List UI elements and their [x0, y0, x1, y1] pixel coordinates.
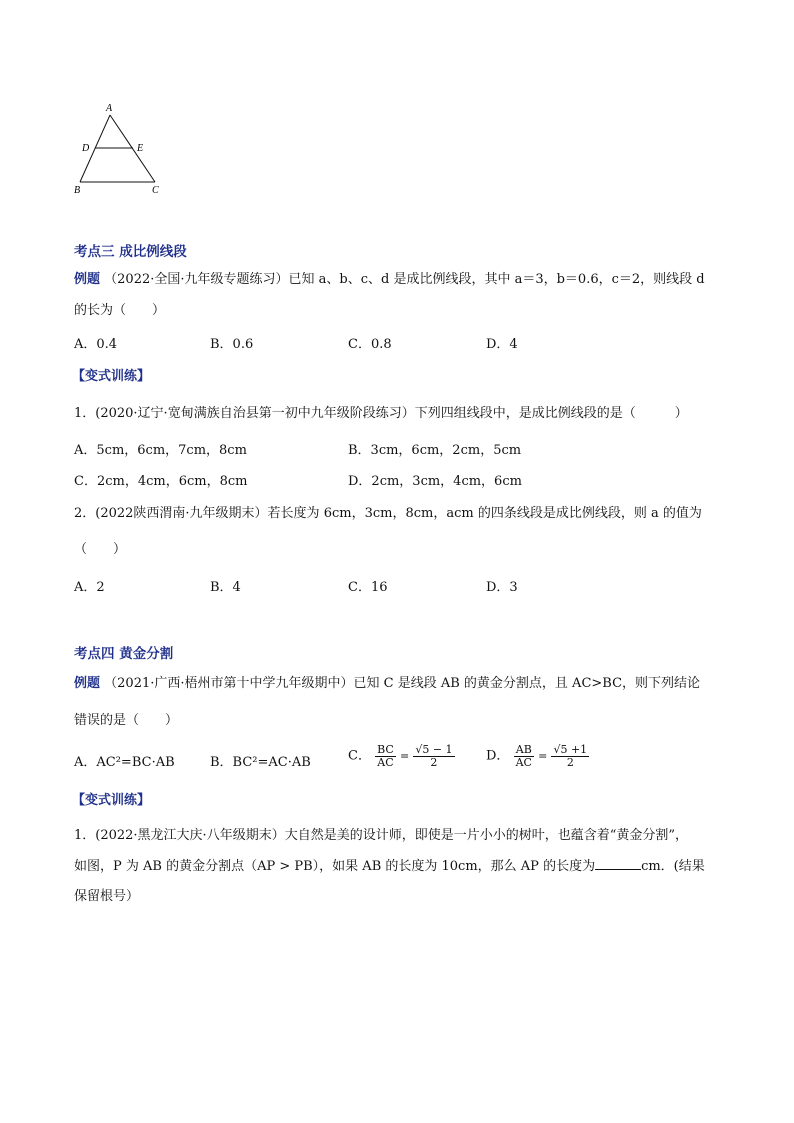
section3-example-option-a: A．0.4 — [74, 337, 118, 352]
section3-example-option-c: C．0.8 — [348, 337, 392, 352]
section3-q2-option-c: C．16 — [348, 580, 388, 595]
section4-heading: 考点四 黄金分割 — [74, 646, 174, 662]
option-d-prefix: D． — [486, 748, 510, 764]
section3-q2-option-d: D．3 — [486, 580, 518, 595]
section4-example-line2: 错误的是（ ） — [74, 713, 179, 728]
fraction-numerator: √5 − 1 — [415, 743, 453, 756]
fraction-numerator: AB — [514, 744, 534, 757]
section3-q1-option-a: A．5cm，6cm，7cm，8cm — [74, 443, 247, 458]
section3-q2-line2: （ ） — [74, 542, 127, 557]
equals-sign: = — [538, 749, 548, 763]
label-d: D — [82, 143, 90, 154]
label-c: C — [152, 185, 159, 196]
section3-q1-option-b: B．3cm，6cm，2cm，5cm — [348, 443, 522, 458]
fraction-denominator: AC — [377, 756, 394, 769]
fraction-denominator: 2 — [430, 756, 438, 769]
option-d-rhs-fraction — [551, 744, 589, 769]
section3-q2-line1: 2．(2022陕西渭南·九年级期末）若长度为 6cm，3cm，8cm，acm 的四条线段是成比例线段，则 a 的值为 — [74, 506, 702, 521]
section3-example-line2: 的长为（ ） — [74, 303, 166, 318]
section3-q2-option-a: A．2 — [74, 580, 105, 595]
section4-q1-line2 — [74, 857, 705, 876]
fraction-numerator: √5 +1 — [553, 743, 588, 756]
example-tag: 例题 — [74, 676, 101, 691]
fraction-denominator: AC — [515, 756, 532, 769]
section3-q1-option-d: D．2cm，3cm，4cm，6cm — [348, 474, 522, 489]
label-e: E — [137, 143, 144, 154]
section3-training-title: 【变式训练】 — [72, 369, 151, 384]
example-text: （2022·全国·九年级专题练习）已知 a、b、c、d 是成比例线段，其中 a＝3，b＝0.6，c＝2，则线段 d — [104, 272, 705, 287]
q1-line2-text: 如图，P 为 AB 的黄金分割点（AP > PB），如果 AB 的长度为 10cm，那么 AP 的长度为 — [74, 859, 596, 874]
section4-option-b: B．BC²=AC·AB — [210, 755, 311, 770]
option-c-rhs-fraction — [413, 744, 454, 769]
equals-sign: = — [399, 749, 410, 763]
example-text: （2021·广西·梧州市第十中学九年级期中）已知 C 是线段 AB 的黄金分割点，且 AC>BC，则下列结论 — [104, 676, 701, 691]
section4-example-line1 — [74, 675, 700, 693]
answer-blank[interactable] — [595, 857, 641, 870]
section4-option-c — [348, 744, 455, 769]
q1-line2-suffix: cm．(结果 — [641, 859, 705, 874]
section3-example-option-d: D．4 — [486, 337, 518, 352]
section4-training-title: 【变式训练】 — [72, 793, 151, 808]
section3-q1-text: 1．(2020·辽宁·宽甸满族自治县第一初中九年级阶段练习）下列四组线段中，是成比例线段的是（ ） — [74, 406, 688, 421]
option-c-lhs-fraction — [375, 744, 396, 769]
section3-example-line1 — [74, 271, 705, 289]
section3-heading: 考点三 成比例线段 — [74, 244, 187, 260]
label-a: A — [106, 103, 113, 114]
section4-option-d — [486, 744, 589, 769]
fraction-numerator: BC — [377, 743, 394, 756]
triangle-figure — [70, 100, 170, 196]
section3-example-option-b: B．0.6 — [210, 337, 254, 352]
section4-option-a: A．AC²=BC·AB — [74, 755, 175, 770]
section4-q1-line3: 保留根号） — [74, 889, 140, 904]
section3-q1-option-c: C．2cm，4cm，6cm，8cm — [74, 474, 248, 489]
option-d-lhs-fraction — [514, 744, 534, 769]
example-tag: 例题 — [74, 272, 101, 287]
section3-q2-option-b: B．4 — [210, 580, 241, 595]
option-c-prefix: C． — [348, 748, 371, 764]
section4-q1-line1: 1．(2022·黑龙江大庆·八年级期末）大自然是美的设计师，即使是一片小小的树叶，也蕴含着“黄金分割”， — [74, 828, 688, 843]
fraction-denominator: 2 — [566, 756, 574, 769]
label-b: B — [74, 185, 81, 196]
